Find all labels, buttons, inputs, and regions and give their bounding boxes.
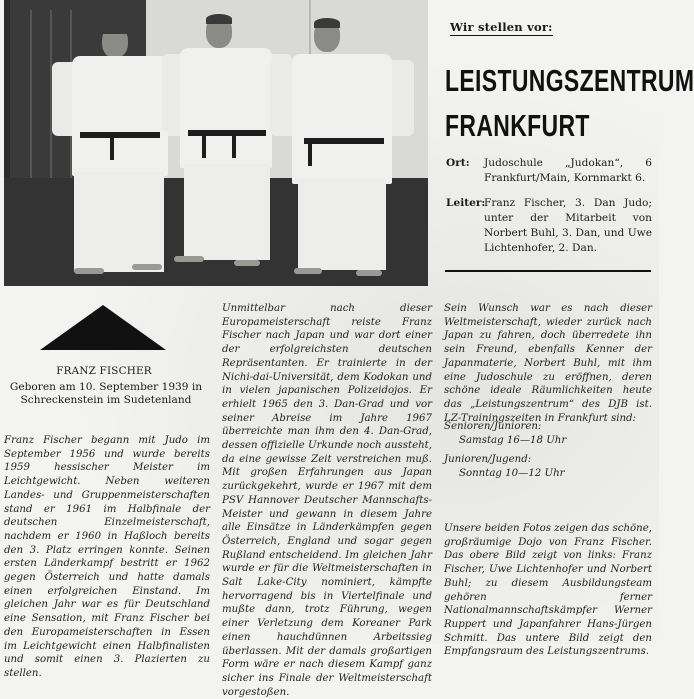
- article-title: [445, 58, 694, 148]
- article-column-1: Franz Fischer begann mit Judo im September 1956 und wurde bereits 1959 hessischer Meister im Leichtgewicht. Neben weiteren Landes- und Gruppenmeisterschaften stand er 1961 im Halbfinale der deutschen Einzelmeisterschaft, nachdem er 1960 in Haßloch bereits den 3. Platz erringen konnte. Seinen ersten Länderkampf bestritt er 1962 gegen Österreich und hatte damals einen erfolgreichen Einstand. Im gleichen Jahr war es für Deutschland eine Sensation, mit Franz Fischer bei den Europameisterschaften in Essen im Leichtgewicht einen Halbfinalisten und somit einen 3. Plazierten zu stellen.: [4, 435, 210, 679]
- schedule-time-juniors: Sonntag 10—12 Uhr: [459, 468, 565, 480]
- divider-rule: [445, 270, 651, 272]
- location-value: Judoschule „Judokan“, 6 Frankfurt/Main, Kornmarkt 6.: [484, 157, 652, 184]
- title-line-2: FRANKFURT: [445, 108, 590, 143]
- schedule-group-seniors: Senioren/Junioren:: [444, 421, 542, 432]
- training-schedule: [444, 420, 566, 481]
- photo-caption: Unsere beiden Fotos zeigen das schöne, großräumige Dojo von Franz Fischer. Das obere Bild zeigt von links: Franz Fischer, Uwe Lichtenhofer und Norbert Buhl; zu diesem Ausbildungsteam gehören ferner Nationalmannschaftskämpfer Werner Ruppert und Japanfahrer Hans-Jürgen Schmitt. Das untere Bild zeigt den Empfangsraum des Leistungszentrums.: [444, 523, 652, 658]
- title-line-1: LEISTUNGSZENTRUM: [445, 63, 694, 98]
- team-photo: [4, 0, 428, 286]
- triangle-ornament: [40, 305, 166, 350]
- profile-name: FRANZ FISCHER: [56, 365, 152, 377]
- location-info: [446, 156, 654, 186]
- schedule-group-juniors: Junioren/Jugend:: [444, 454, 532, 466]
- leader-info: [446, 196, 654, 256]
- leader-value: Franz Fischer, 3. Dan Judo; unter der Mitarbeit von Norbert Buhl, 3. Dan, und Uwe Lichtenhofer, 2. Dan.: [484, 197, 652, 254]
- article-column-3: Sein Wunsch war es nach dieser Weltmeisterschaft, wieder zurück nach Japan zu fahren, doch überredete ihn sein Freund, ebenfalls Kenner der Japanmaterie, Norbert Buhl, mit ihm eine Judoschule zu eröffnen, deren schöne ideale Räumlichkeiten heute das „Leistungszentrum“ des DJB ist. LZ-Trainingszeiten in Frankfurt sind:: [444, 303, 652, 424]
- location-label: Ort:: [446, 157, 470, 169]
- profile-birth: Geboren am 10. September 1939 in Schreckenstein im Sudetenland: [9, 381, 203, 406]
- article-column-2: Unmittelbar nach dieser Europameisterschaft reiste Franz Fischer nach Japan und war dort einer der erfolgreichsten deutschen Repräsentanten. Er trainierte in der Nichi-dai-Universität, dem Kodokan und in vielen japanischen Polizeidojos. Er erhielt 1965 den 3. Dan-Grad und vor seiner Abreise im Jahre 1967 überreichte man ihm den 4. Dan-Grad, dessen offizielle Urkunde noch aussteht, da eine gewisse Zeit verstreichen muß. Mit großen Erfahrungen aus Japan zurückgekehrt, wurde er 1967 mit dem PSV Hannover Deutscher Mannschafts-Meister und gewann in diesem Jahre alle Einsätze in Länderkämpfen gegen Österreich, England und sogar gegen Rußland entscheidend. Im gleichen Jahr wurde er für die Weltmeisterschaften in Salt Lake-City nominiert, kämpfte hervorragend bis in Viertelfinale und mußte dann, trotz Führung, wegen einer Verletzung dem Koreaner Park einen hauchdünnen Arbeitssieg überlassen. Mit der damals großartigen Form wäre er nach diesem Kampf ganz sicher ins Finale der Weltmeisterschaft vorgestoßen.: [222, 303, 432, 698]
- section-kicker: Wir stellen vor:: [450, 20, 553, 34]
- schedule-time-seniors: Samstag 16—18 Uhr: [459, 434, 567, 446]
- leader-label: Leiter:: [446, 197, 486, 209]
